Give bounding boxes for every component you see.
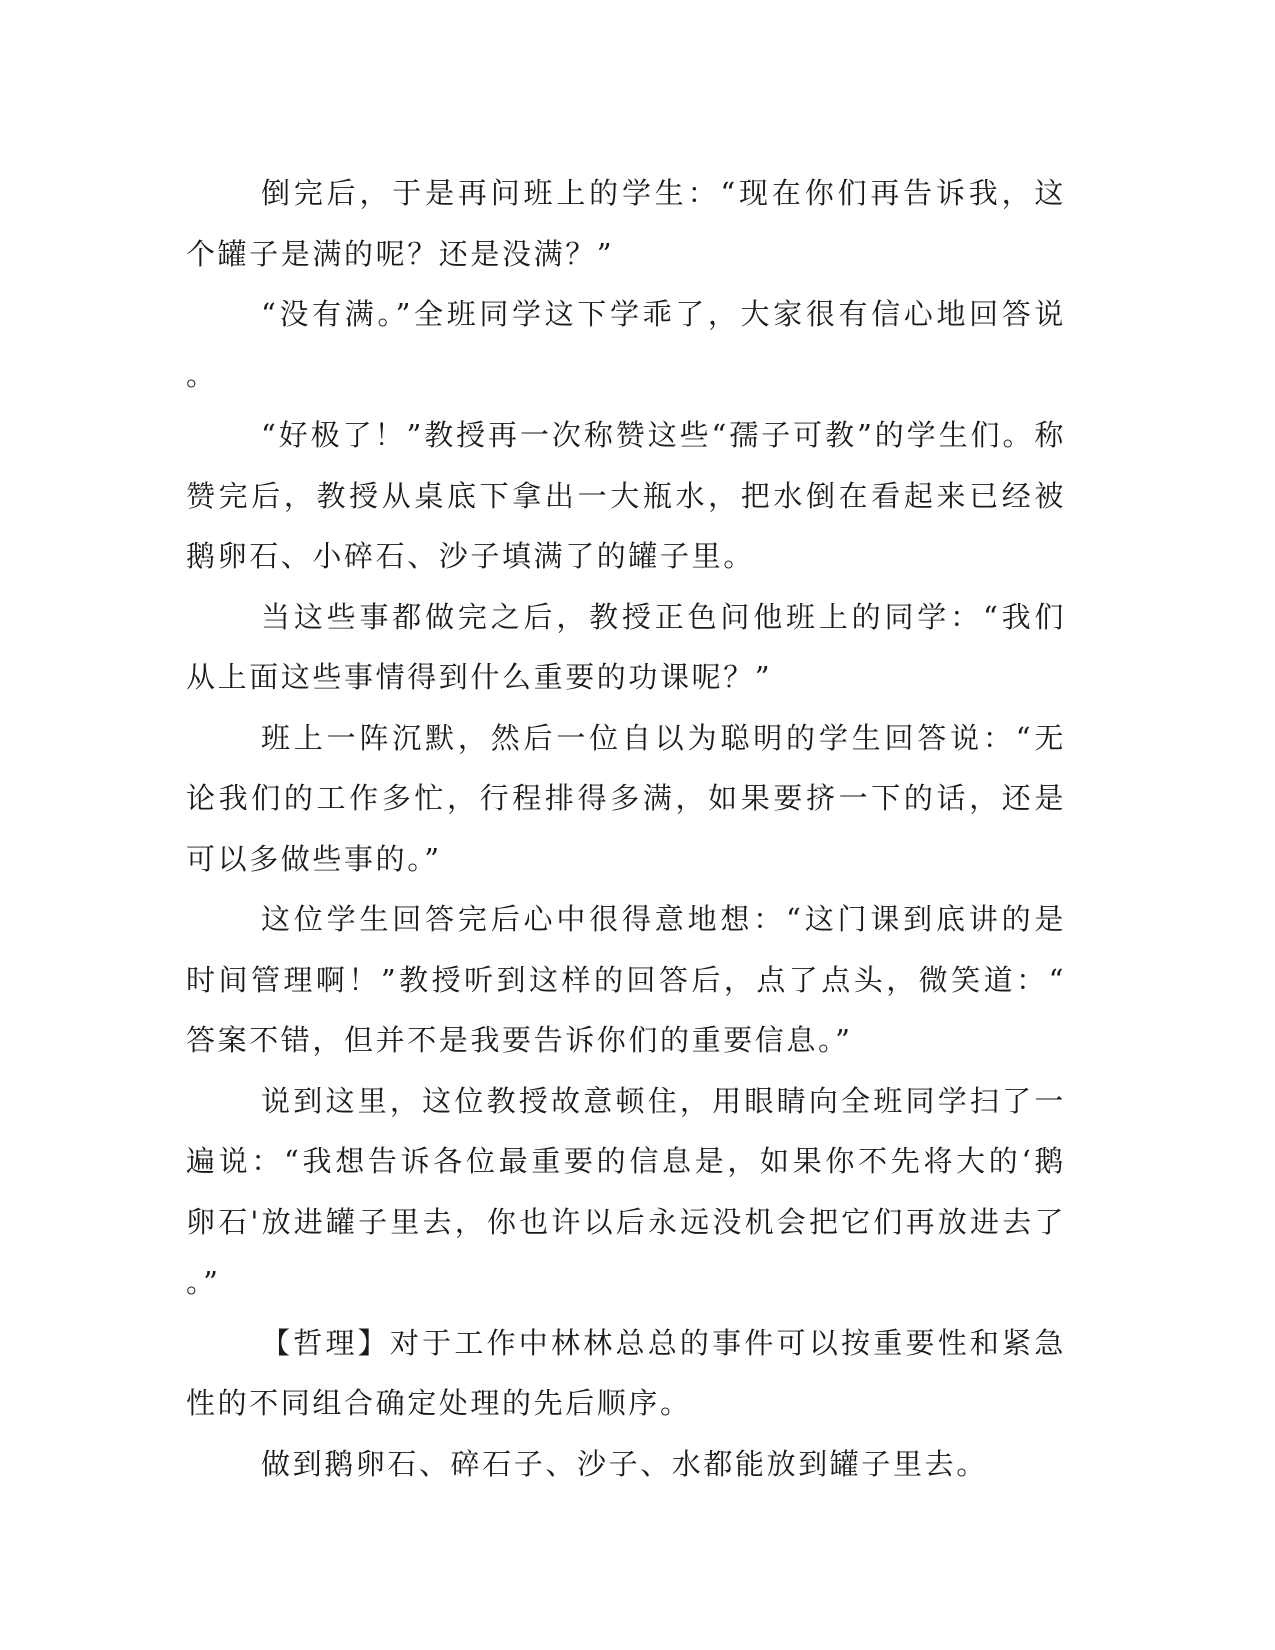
paragraph: 这位学生回答完后心中很得意地想：“这门课到底讲的是时间管理啊！”教授听到这样的回答后，点了点头，微笑道：“答案不错，但并不是我要告诉你们的重要信息。”	[186, 902, 1066, 1057]
paragraph: “没有满。”全班同学这下学乖了，大家很有信心地回答说。	[186, 297, 1066, 392]
paragraph: 【哲理】对于工作中林林总总的事件可以按重要性和紧急性的不同组合确定处理的先后顺序。	[186, 1325, 1066, 1420]
paragraph: 倒完后，于是再问班上的学生：“现在你们再告诉我，这个罐子是满的呢？还是没满？”	[186, 176, 1066, 271]
paragraph: “好极了！”教授再一次称赞这些“孺子可教”的学生们。称赞完后，教授从桌底下拿出一大瓶水，把水倒在看起来已经被鹅卵石、小碎石、沙子填满了的罐子里。	[186, 418, 1066, 573]
paragraph: 做到鹅卵石、碎石子、沙子、水都能放到罐子里去。	[261, 1446, 988, 1481]
document-body	[186, 163, 1066, 1494]
paragraph: 说到这里，这位教授故意顿住，用眼睛向全班同学扫了一遍说：“我想告诉各位最重要的信息是，如果你不先将大的‘鹅卵石'放进罐子里去，你也许以后永远没机会把它们再放进去了。”	[186, 1083, 1066, 1299]
paragraph: 当这些事都做完之后，教授正色问他班上的同学：“我们从上面这些事情得到什么重要的功课呢？”	[186, 599, 1066, 694]
paragraph: 班上一阵沉默，然后一位自以为聪明的学生回答说：“无论我们的工作多忙，行程排得多满，如果要挤一下的话，还是可以多做些事的。”	[186, 720, 1066, 876]
